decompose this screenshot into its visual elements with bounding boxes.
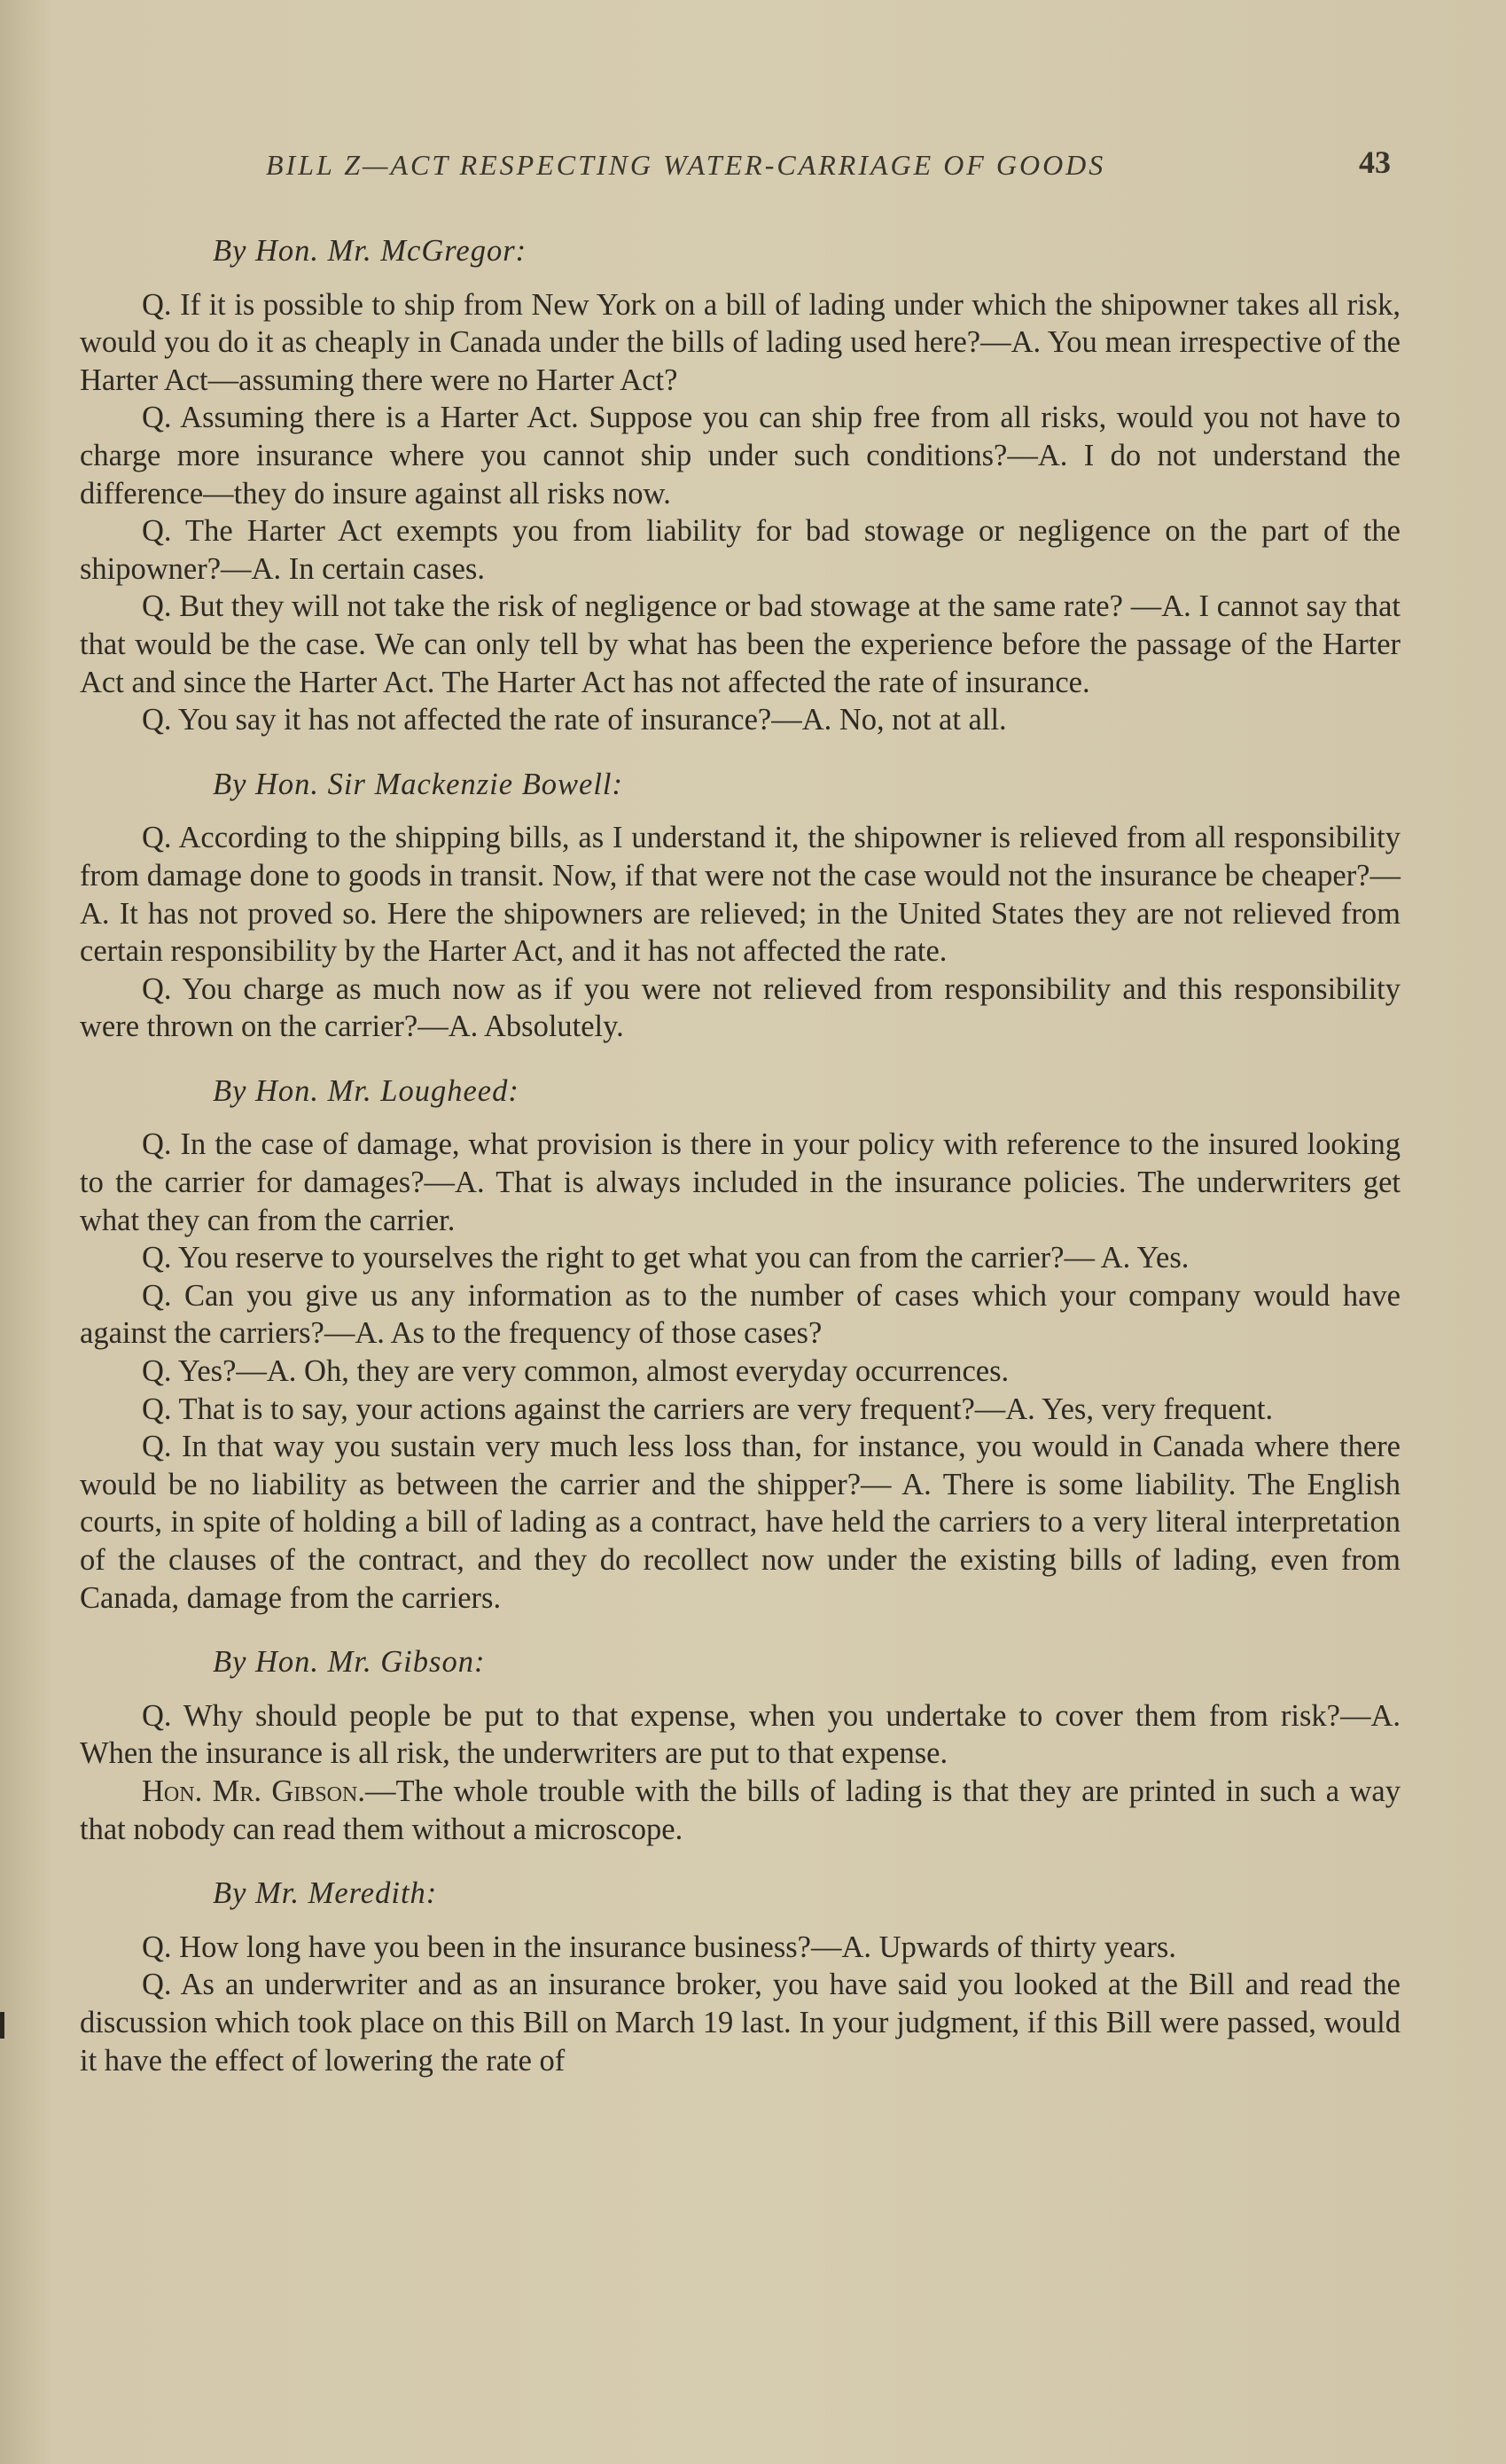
testimony-paragraph: Q. Assuming there is a Harter Act. Suppose you can ship free from all risks, would you not have to charge more insurance where you cannot ship under such conditions?—A. I do not understand the difference—they do insure against all risks now. xyxy=(80,401,1401,511)
testimony-paragraph: Q. That is to say, your actions against the carriers are very frequent?—A. Yes, very frequent. xyxy=(142,1392,1274,1426)
binding-mark xyxy=(0,2012,4,2039)
testimony-paragraph: Q. But they will not take the risk of negligence or bad stowage at the same rate? —A. I cannot say that that would be the case. We can only tell by what has been the experience before the passage of the Harter Act and since the Harter Act. The Harter Act has not affected the rate of insurance. xyxy=(80,589,1401,699)
speaker-heading: By Hon. Mr. Gibson: xyxy=(213,1645,486,1680)
testimony-paragraph: Q. According to the shipping bills, as I understand it, the shipowner is relieved from all responsibility from damage done to goods in transit. Now, if that were not the case would not the insurance be cheaper?—A. It has not proved so. Here the shipowners are relieved; in the United States they are not relieved from certain responsibility by the Harter Act, and it has not affected the rate. xyxy=(80,821,1401,969)
testimony-paragraph: Q. Can you give us any information as to the number of cases which your company would have against the carriers?—A. As to the frequency of those cases? xyxy=(80,1278,1401,1351)
speaker-heading: By Hon. Mr. Lougheed: xyxy=(213,1073,519,1108)
statement-paragraph xyxy=(80,1773,1401,1848)
running-title: BILL Z—ACT RESPECTING WATER-CARRIAGE OF GOODS xyxy=(266,149,1106,181)
testimony-paragraph: Q. In that way you sustain very much less loss than, for instance, you would in Canada where there would be no liability as between the carrier and the shipper?— A. There is some liability. The English courts, in spite of holding a bill of lading as a contract, have held the carriers to a very literal interpretation of the clauses of the contract, and they do recollect now under the existing bills of lading, even from Canada, damage from the carriers. xyxy=(80,1430,1401,1615)
testimony-paragraph: Q. You reserve to yourselves the right to get what you can from the carrier?— A. Yes. xyxy=(142,1241,1190,1275)
testimony-paragraph: Q. How long have you been in the insurance business?—A. Upwards of thirty years. xyxy=(142,1930,1176,1964)
page-body xyxy=(80,232,1401,2079)
testimony-paragraph: Q. In the case of damage, what provision is there in your policy with reference to the insured looking to the carrier for damages?—A. That is always included in the insurance policies. The underwriters get what they can from the carrier. xyxy=(80,1127,1401,1237)
speaker-heading: By Hon. Mr. McGregor: xyxy=(213,234,527,268)
testimony-paragraph: Q. You say it has not affected the rate of insurance?—A. No, not at all. xyxy=(142,703,1007,737)
testimony-paragraph: Q. You charge as much now as if you were not relieved from responsibility and this responsibility were thrown on the carrier?—A. Absolutely. xyxy=(80,971,1401,1044)
statement-speaker: Hon. Mr. Gibson. xyxy=(142,1774,365,1808)
testimony-paragraph: Q. Why should people be put to that expense, when you undertake to cover them from risk?—A. When the insurance is all risk, the underwriters are put to that expense. xyxy=(80,1698,1401,1771)
speaker-heading: By Mr. Meredith: xyxy=(213,1876,438,1911)
statement-text: —The whole trouble with the bills of lading is that they are printed in such a way that nobody can read them without a microscope. xyxy=(80,1774,1401,1846)
testimony-paragraph: Q. The Harter Act exempts you from liability for bad stowage or negligence on the part of the shipowner?—A. In certain cases. xyxy=(80,514,1401,586)
page-header xyxy=(266,133,1391,186)
testimony-paragraph: Q. As an underwriter and as an insurance broker, you have said you looked at the Bill and read the discussion which took place on this Bill on March 19 last. In your judgment, if this Bill were passed, would it have the effect of lowering the rate of xyxy=(80,1968,1401,2078)
page-number: 43 xyxy=(1359,144,1391,180)
speaker-heading: By Hon. Sir Mackenzie Bowell: xyxy=(213,767,623,801)
testimony-paragraph: Q. Yes?—A. Oh, they are very common, almost everyday occurrences. xyxy=(142,1354,1010,1389)
testimony-paragraph: Q. If it is possible to ship from New York on a bill of lading under which the shipowner takes all risk, would you do it as cheaply in Canada under the bills of lading used here?—A. You mean irrespective of the Harter Act—assuming there were no Harter Act? xyxy=(80,287,1401,397)
